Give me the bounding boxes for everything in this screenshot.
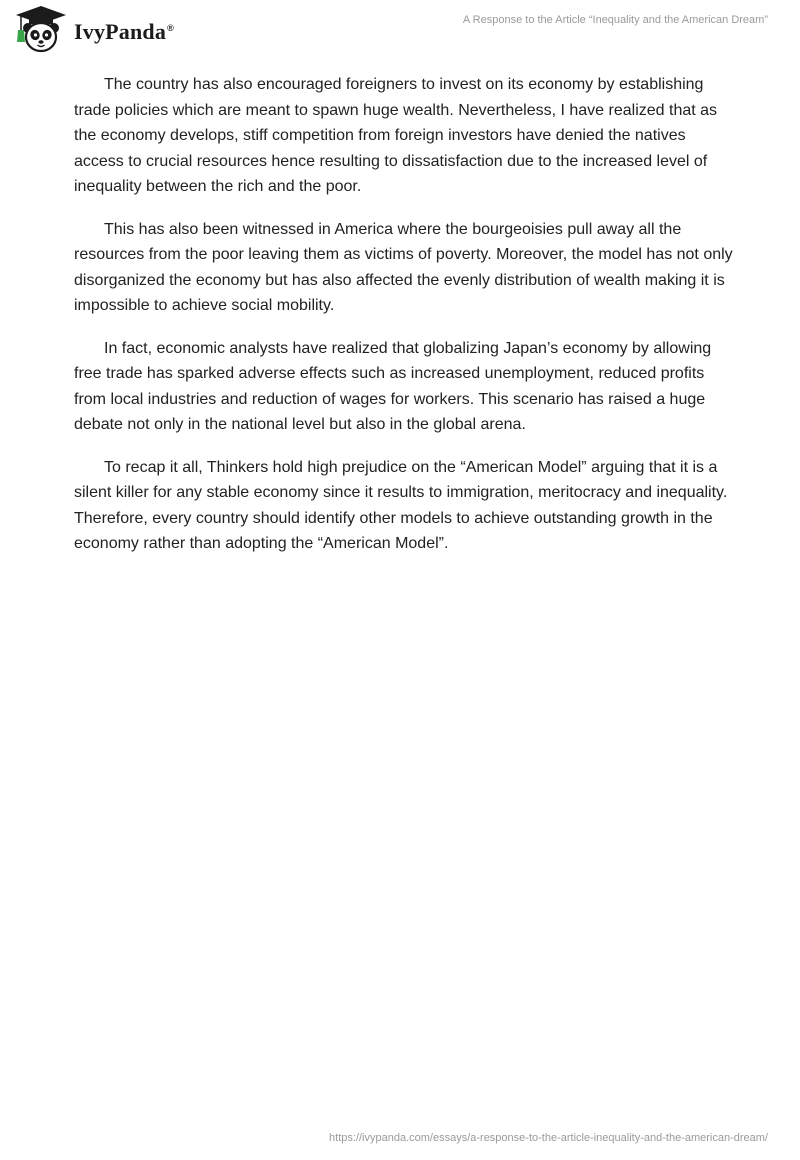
source-url-link[interactable]: https://ivypanda.com/essays/a-response-to-the-article-inequality-and-the-american-dream/ [329, 1132, 768, 1144]
paragraph: To recap it all, Thinkers hold high prejudice on the “American Model” arguing that it is a silent killer for any stable economy since it results to immigration, meritocracy and inequality. Therefore, every country should identify other models to achieve outstanding growth in the economy rather than adopting the “American Model”. [74, 458, 728, 552]
panda-graduation-cap-icon [14, 4, 68, 59]
paragraph: The country has also encouraged foreigners to invest on its economy by establishing trade policies which are meant to spawn huge wealth. Nevertheless, I have realized that as the economy develops, stiff competition from foreign investors have denied the natives access to crucial resources hence resulting to dissatisfaction due to the increased level of inequality between the rich and the poor. [74, 76, 718, 195]
brand-name: IvyPanda® [74, 19, 174, 44]
registered-mark: ® [167, 22, 174, 33]
paragraph: This has also been witnessed in America where the bourgeoisies pull away all the resources from the poor leaving them as victims of poverty. Moreover, the model has not only disorganized the economy but has also affected the evenly distribution of wealth making it is impossible to achieve social mobility. [74, 220, 733, 314]
ivypanda-logo[interactable] [14, 6, 174, 56]
paragraph: In fact, economic analysts have realized that globalizing Japan’s economy by allowing free trade has sparked adverse effects such as increased unemployment, reduced profits from local industries and reduction of wages for workers. This scenario has raised a huge debate not only in the national level but also in the global arena. [74, 339, 712, 433]
essay-body [74, 72, 734, 574]
page-header [0, 0, 800, 60]
document-title: A Response to the Article “Inequality and the American Dream” [462, 14, 768, 26]
